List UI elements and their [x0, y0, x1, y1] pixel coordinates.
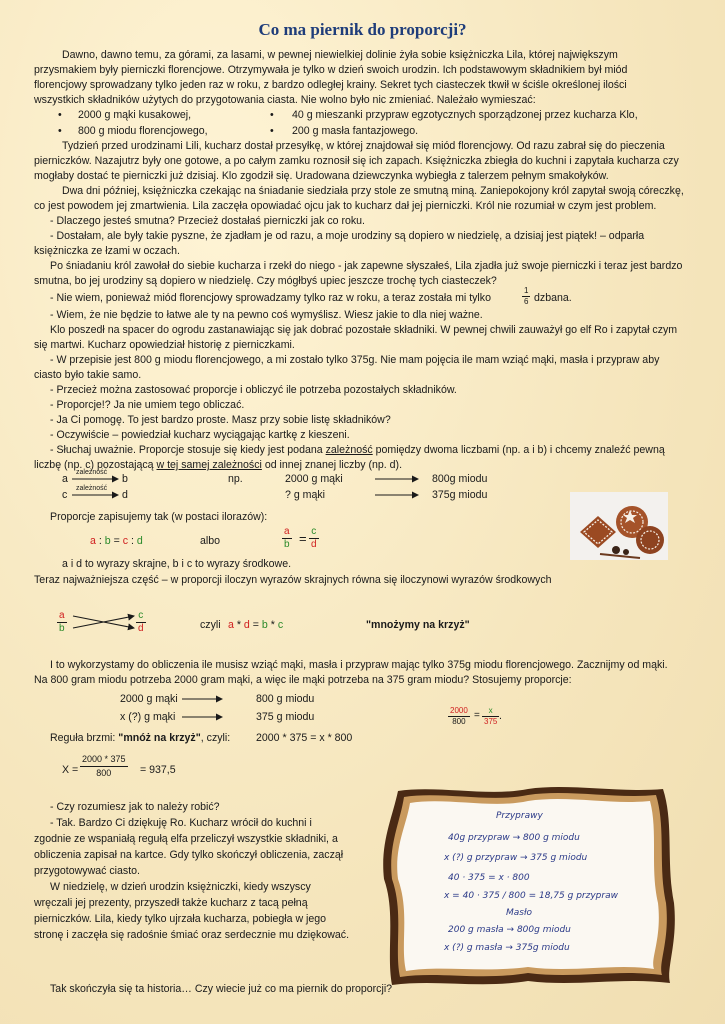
- rule-equation: 2000 * 375 = x * 800: [256, 732, 353, 744]
- bullet-icon: •: [270, 125, 274, 137]
- story-line: smutna, bo jej urodziny są dopiero w niedzielę. Czy mógłbyś upiec jeszcze trochę tych ciasteczek?: [34, 275, 497, 287]
- note-title: Przyprawy: [496, 811, 543, 821]
- note-line: 40g przypraw → 800 g miodu: [448, 833, 580, 843]
- cross-fraction-left: $\frac{a}{b}$: [59, 610, 65, 634]
- equals-sign: =: [299, 531, 307, 546]
- ending-line: wręczali jej prezenty, przyszedł także kucharz z tacą pełną: [34, 897, 308, 909]
- note-line: x (?) g masła → 375g miodu: [444, 943, 570, 953]
- dialogue-line: - Oczywiście – powiedział kucharz wyciągając kartkę z kieszeni.: [50, 429, 350, 441]
- story-line: Klo poszedł na spacer do ogrodu zastanawiając się jak dobrać pozostałe składniki. W pewnej chwili zauważył go elf Ro i zapytał czym: [50, 324, 678, 336]
- side-fraction-right: $\frac{x}{375}$: [484, 706, 498, 726]
- example-left: 2000 g mąki: [285, 473, 343, 485]
- note-line: Masło: [506, 908, 533, 918]
- handwritten-note: [378, 783, 678, 988]
- calc-right: 800 g miodu: [256, 693, 315, 705]
- bullet-icon: •: [58, 109, 62, 121]
- np-label: np.: [228, 473, 243, 485]
- bullet-icon: •: [270, 109, 274, 121]
- ending-line: stronę i zaczęła się radośnie śmiać oraz serdecznie mu dziękować.: [34, 929, 350, 941]
- example-right: 375g miodu: [432, 489, 488, 501]
- dialogue-line: - W przepisie jest 800 g miodu florencjowego, a mi zostało tylko 375g. Nie mam pojęcia ile mam wziąć mąki, masła i przypraw aby: [50, 354, 660, 366]
- ending-line: - Czy rozumiesz jak to należy robić?: [50, 801, 220, 813]
- dependency-label: zależność: [76, 469, 108, 476]
- honey-fraction: $\frac{1}{6}$: [524, 286, 529, 306]
- albo-label: albo: [200, 535, 221, 547]
- story-line: Dwa dni później, księżniczka czekając na śniadanie siedziała przy stole ze smutną miną. Zaniepokojony król zapytał swoją córeczkę,: [62, 185, 684, 197]
- dialogue-line: ciasto było takie samo.: [34, 369, 142, 381]
- letter-c: c: [62, 489, 68, 501]
- bullet-icon: •: [58, 125, 62, 137]
- ending-line: pierniczków. Lila, kiedy tylko ujrzała kucharza, pobiegła w jego: [34, 913, 327, 925]
- fraction-a-b: $\frac{a}{b}$: [284, 526, 290, 550]
- example-right: 800g miodu: [432, 473, 488, 485]
- rule-line: Reguła brzmi: "mnóż na krzyż", czyli:: [50, 732, 231, 744]
- cross-slogan: "mnożymy na krzyż": [366, 619, 470, 631]
- key-rule: Teraz najważniejsza część – w proporcji iloczyn wyrazów skrajnych równa się iloczynowi wyrazów środkowych: [34, 574, 552, 586]
- ingredient-item: 200 g masła fantazjowego.: [292, 125, 419, 137]
- dialogue-line: - Ja Ci pomogę. To jest bardzo proste. Masz przy sobie listę składników?: [50, 414, 391, 426]
- note-line: 40 · 375 = x · 800: [448, 873, 530, 883]
- page-title: Co ma piernik do proporcji?: [258, 20, 467, 39]
- story-line: się martwi. Kucharz opowiedział historię z pierniczkami.: [34, 339, 295, 351]
- fraction-c-d: $\frac{c}{d}$: [311, 526, 317, 550]
- ratio-intro: Proporcje zapisujemy tak (w postaci ilorazów):: [50, 511, 268, 523]
- dialogue-line: - Proporcje!? Ja nie umiem tego obliczać.: [50, 399, 245, 411]
- dialogue-line: - Dlaczego jesteś smutna? Przecież dostałaś pierniczki jak co roku.: [50, 215, 366, 227]
- calc-right: 375 g miodu: [256, 711, 315, 723]
- dialogue-line: - Przecież można zastosować proporcje i obliczyć ile potrzeba pozostałych składników.: [50, 384, 457, 396]
- czyli-label: czyli: [200, 619, 221, 631]
- ending-line: W niedzielę, w dzień urodzin księżniczki, kiedy wszyscy: [50, 881, 311, 893]
- intro-line: florencjowy sprowadzany tylko jeden raz w roku, z bardzo odległej krainy. Sekret tych ciasteczek tkwił w ściśle określonej ilości: [34, 79, 627, 91]
- final-line: Tak skończyła się ta historia… Czy wiecie już co ma piernik do proporcji?: [50, 983, 393, 995]
- side-fraction-left: $\frac{2000}{800}$: [450, 706, 468, 726]
- x-fraction: $\frac{2000 * 375}{800}$: [82, 754, 126, 778]
- story-line: pierniczków. Nazajutrz były one gotowe, a po całym zamku roznosił się ich zapach. Księżniczka zbiegła do kuchni i zapytała kucharza czy: [34, 155, 679, 167]
- story-line: Po śniadaniu król zawołał do siebie kucharza i rzekł do niego - jak zapewne słyszałeś, Lila zjadła już swoje pierniczki i teraz jest bardzo: [50, 260, 683, 272]
- note-line: 200 g masła → 800g miodu: [448, 925, 571, 935]
- example-left: ? g mąki: [285, 489, 326, 501]
- calc-left: 2000 g mąki: [120, 693, 178, 705]
- story-line: co jest powodem jej zmartwienia. Lila zaczęła opowiadać ojcu jak to kucharz dał jej pierniczki. Król nie rozumiał w czym jest problem.: [34, 200, 657, 212]
- cross-equation: a * d = b * c: [228, 619, 284, 631]
- note-line: x = 40 · 375 / 800 = 18,75 g przypraw: [444, 891, 618, 901]
- story-line: Tydzień przed urodzinami Lili, kucharz dostał przesyłkę, w której znajdował się miód florencjowy. Od razu zabrał się do pieczenia: [62, 140, 665, 152]
- ingredient-item: 2000 g mąki kusakowej,: [78, 109, 192, 121]
- ending-line: obliczenia zapisał na kartce. Gdy tylko skończył obliczenia, zaczął: [34, 849, 344, 861]
- apply-line: I to wykorzystamy do obliczenia ile musisz wziąć mąki, masła i przypraw mając tylko 375g miodu florencjowego. Zacznijmy od mąki.: [50, 659, 668, 671]
- dialogue-line: księżniczka ze łzami w oczach.: [34, 245, 181, 257]
- intro-line: wszystkich składników użytych do przygotowania ciasta. Nie wolno było nic zmieniać. Należało wymieszać:: [34, 94, 536, 106]
- definition-line: - Słuchaj uważnie. Proporcje stosuje się kiedy jest podana zależność pomiędzy dwoma liczbami (np. a i b) i chcemy znaleźć pewną: [50, 444, 665, 456]
- ending-line: - Tak. Bardzo Ci dziękuję Ro. Kucharz wrócił do kuchni i: [50, 817, 312, 829]
- story-line: mogłaby dostać te pierniczki już dzisiaj. Klo zgodził się. Uradowana dziewczynka wybiegła z talerzem pełnym smakołyków.: [34, 170, 609, 182]
- gingerbread-image: [570, 492, 668, 560]
- ratio-colon-form: a : b = c : d: [90, 535, 143, 547]
- cross-fraction-right: $\frac{c}{d}$: [138, 610, 144, 634]
- ingredient-item: 40 g mieszanki przypraw egzotycznych sporządzonej przez kucharza Klo,: [292, 109, 638, 121]
- extremes-note: a i d to wyrazy skrajne, b i c to wyrazy środkowe.: [62, 558, 292, 570]
- apply-line: Na 800 gram miodu potrzeba 2000 gram mąki, a więc ile mąki potrzeba na 375 gram miodu? Stosujemy proporcje:: [34, 674, 572, 686]
- ending-line: zgodnie ze wspaniałą regułą elfa przeliczył wszystkie składniki, a: [34, 833, 338, 845]
- dialogue-line: dzbana.: [534, 292, 572, 304]
- x-result: = 937,5: [140, 764, 176, 776]
- dependency-label: zależność: [76, 485, 108, 492]
- letter-b: b: [122, 473, 128, 485]
- intro-line: przysmakiem były pierniczki florencjowe. Otrzymywała je tylko w dzień swoich urodzin. Ich podstawowym składnikiem był miód: [34, 64, 628, 76]
- side-dot: .: [499, 710, 502, 722]
- intro-line: Dawno, dawno temu, za górami, za lasami, w pewnej niewielkiej dolinie żyła sobie księżniczka Lila, której największym: [62, 49, 618, 61]
- ingredient-item: 800 g miodu florencjowego,: [78, 125, 208, 137]
- calc-left: x (?) g mąki: [120, 711, 176, 723]
- x-label: X =: [62, 764, 79, 776]
- side-equals: =: [474, 710, 480, 721]
- letter-d: d: [122, 489, 128, 501]
- definition-line: liczbę (np. c) pozostającą w tej samej zależności od innej znanej liczby (np. d).: [34, 459, 403, 471]
- letter-a: a: [62, 473, 68, 485]
- dialogue-line: - Nie wiem, ponieważ miód florencjowy sprowadzamy tylko raz w roku, a teraz została mi tylko: [50, 292, 491, 304]
- ending-line: przygotowywać ciasto.: [34, 865, 140, 877]
- dialogue-line: - Wiem, że nie będzie to łatwe ale ty na pewno coś wymyślisz. Wiesz jakie to dla niej ważne.: [50, 309, 483, 321]
- dialogue-line: - Dostałam, ale były takie pyszne, że zjadłam je od razu, a moje urodziny są dopiero w niedzielę, a dzisiaj jest piątek! – odparła: [50, 230, 645, 242]
- note-line: x (?) g przypraw → 375 g miodu: [444, 853, 588, 863]
